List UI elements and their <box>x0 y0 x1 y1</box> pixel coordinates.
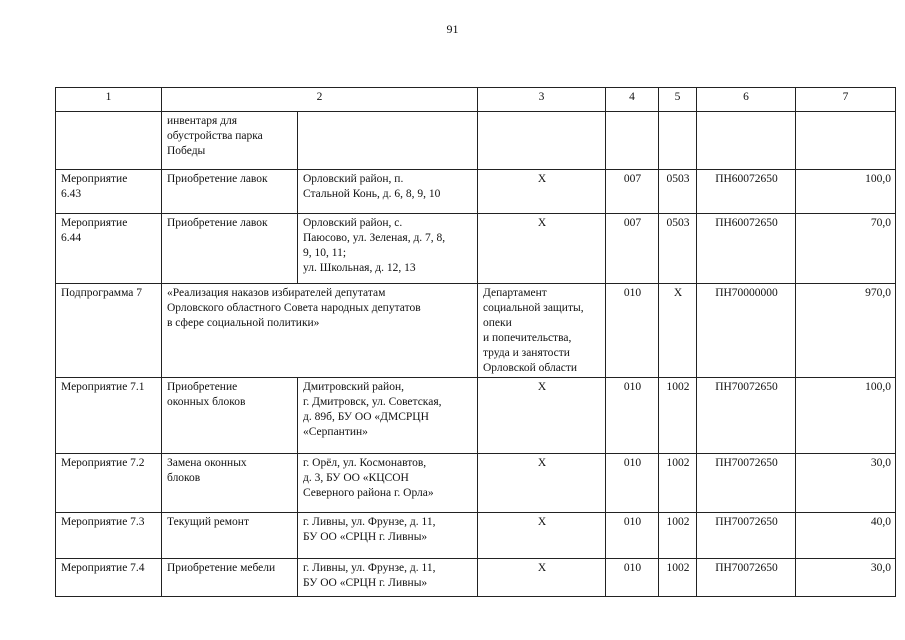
code-cell: ПН70072650 <box>697 513 796 559</box>
address-cell: г. Ливны, ул. Фрунзе, д. 11, БУ ОО «СРЦН г. Ливны» <box>298 559 478 597</box>
code-cell: ПН70000000 <box>697 284 796 378</box>
section-cell: 0503 <box>659 214 697 284</box>
executor-cell: Х <box>478 559 606 597</box>
executor-cell: Департамент социальной защиты, опеки и попечительства, труда и занятости Орловской области <box>478 284 606 378</box>
section-cell: 1002 <box>659 454 697 513</box>
header-row <box>56 88 896 112</box>
amount-cell: 970,0 <box>796 284 896 378</box>
description-cell: Приобретение лавок <box>162 170 298 214</box>
budget-table <box>55 87 896 597</box>
grbs-cell: 010 <box>606 284 659 378</box>
amount-cell: 40,0 <box>796 513 896 559</box>
table-row <box>56 284 896 378</box>
description-cell: Приобретение мебели <box>162 559 298 597</box>
executor-cell: Х <box>478 513 606 559</box>
code-cell <box>697 112 796 170</box>
header-cell-4: 4 <box>606 88 659 112</box>
code-cell: ПН60072650 <box>697 214 796 284</box>
grbs-cell: 010 <box>606 454 659 513</box>
header-cell-1: 1 <box>56 88 162 112</box>
code-cell: ПН70072650 <box>697 454 796 513</box>
address-cell: г. Орёл, ул. Космонавтов, д. 3, БУ ОО «КЦСОН Северного района г. Орла» <box>298 454 478 513</box>
section-cell: Х <box>659 284 697 378</box>
address-cell <box>298 112 478 170</box>
section-cell: 1002 <box>659 378 697 454</box>
row-label-cell: Подпрограмма 7 <box>56 284 162 378</box>
page-number: 91 <box>446 22 459 36</box>
table-row <box>56 454 896 513</box>
description-cell: Замена оконных блоков <box>162 454 298 513</box>
table-row <box>56 170 896 214</box>
executor-cell <box>478 112 606 170</box>
executor-cell: Х <box>478 170 606 214</box>
row-label-cell: Мероприятие 6.44 <box>56 214 162 284</box>
row-label-cell: Мероприятие 7.3 <box>56 513 162 559</box>
table-row <box>56 378 896 454</box>
amount-cell: 100,0 <box>796 378 896 454</box>
amount-cell: 30,0 <box>796 454 896 513</box>
row-label-cell: Мероприятие 7.1 <box>56 378 162 454</box>
row-label-cell: Мероприятие 7.4 <box>56 559 162 597</box>
description-cell: Приобретение оконных блоков <box>162 378 298 454</box>
grbs-cell: 010 <box>606 513 659 559</box>
row-label-cell: Мероприятие 7.2 <box>56 454 162 513</box>
section-cell: 1002 <box>659 559 697 597</box>
subprogram-title-cell: «Реализация наказов избирателей депутатам Орловского областного Совета народных депутатов в сфере социальной политики» <box>162 284 478 378</box>
table-row <box>56 112 896 170</box>
header-cell-6: 6 <box>697 88 796 112</box>
row-label-cell <box>56 112 162 170</box>
code-cell: ПН70072650 <box>697 559 796 597</box>
header-cell-3: 3 <box>478 88 606 112</box>
code-cell: ПН60072650 <box>697 170 796 214</box>
header-cell-2: 2 <box>162 88 478 112</box>
section-cell: 1002 <box>659 513 697 559</box>
table-row <box>56 214 896 284</box>
executor-cell: Х <box>478 378 606 454</box>
address-cell: Орловский район, п. Стальной Конь, д. 6, 8, 9, 10 <box>298 170 478 214</box>
row-label-cell: Мероприятие 6.43 <box>56 170 162 214</box>
address-cell: г. Ливны, ул. Фрунзе, д. 11, БУ ОО «СРЦН г. Ливны» <box>298 513 478 559</box>
code-cell: ПН70072650 <box>697 378 796 454</box>
table-row <box>56 513 896 559</box>
amount-cell: 100,0 <box>796 170 896 214</box>
table-row <box>56 559 896 597</box>
grbs-cell: 007 <box>606 214 659 284</box>
header-cell-5: 5 <box>659 88 697 112</box>
description-cell: Приобретение лавок <box>162 214 298 284</box>
grbs-cell: 010 <box>606 378 659 454</box>
section-cell: 0503 <box>659 170 697 214</box>
amount-cell <box>796 112 896 170</box>
grbs-cell: 010 <box>606 559 659 597</box>
executor-cell: Х <box>478 214 606 284</box>
executor-cell: Х <box>478 454 606 513</box>
grbs-cell: 007 <box>606 170 659 214</box>
address-cell: Дмитровский район, г. Дмитровск, ул. Советская, д. 89б, БУ ОО «ДМСРЦН «Серпантин» <box>298 378 478 454</box>
amount-cell: 70,0 <box>796 214 896 284</box>
address-cell: Орловский район, с. Паюсово, ул. Зеленая, д. 7, 8, 9, 10, 11; ул. Школьная, д. 12, 13 <box>298 214 478 284</box>
description-cell: инвентаря для обустройства парка Победы <box>162 112 298 170</box>
description-cell: Текущий ремонт <box>162 513 298 559</box>
amount-cell: 30,0 <box>796 559 896 597</box>
grbs-cell <box>606 112 659 170</box>
header-cell-7: 7 <box>796 88 896 112</box>
section-cell <box>659 112 697 170</box>
